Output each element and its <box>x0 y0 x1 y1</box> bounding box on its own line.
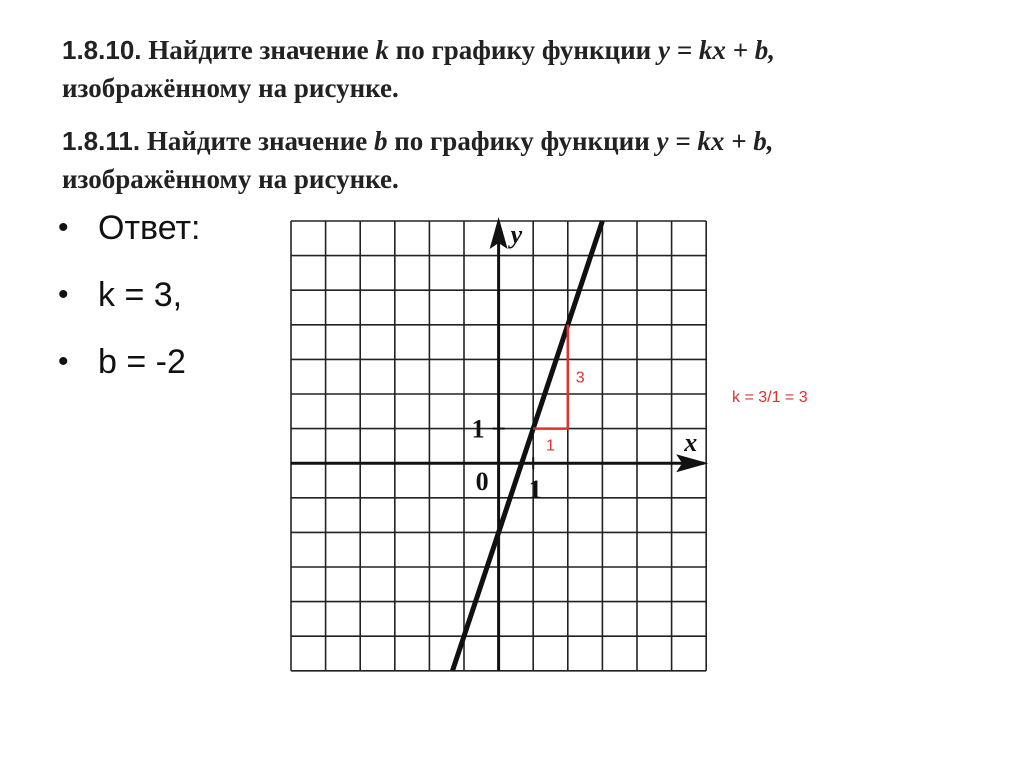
problem-variable: k <box>375 35 389 65</box>
problem-mid-text: по графику функции <box>394 126 650 156</box>
plot-area <box>452 221 602 671</box>
problem-1-8-11-line-2: изображённому на рисунке. <box>62 164 399 194</box>
bullet-icon: • <box>58 277 69 311</box>
bullet-icon: • <box>58 210 69 244</box>
x-tick-label: 1 <box>528 475 542 505</box>
answer-b-value: b = -2 <box>98 342 186 381</box>
problem-1-8-10-line-2: изображённому на рисунке. <box>62 73 399 103</box>
problem-variable: b <box>373 126 388 156</box>
answer-k-value: k = 3, <box>98 275 183 314</box>
coordinate-axes <box>291 217 708 671</box>
k-calculation-note: k = 3/1 = 3 <box>732 389 808 406</box>
y-axis-label: y <box>510 220 523 249</box>
y-tick-label: 1 <box>471 414 485 444</box>
x-axis-label: x <box>684 428 698 458</box>
function-line <box>452 221 602 671</box>
triangle-run-label: 1 <box>546 437 555 455</box>
answer-heading: Ответ: <box>98 208 201 247</box>
origin-label: 0 <box>475 467 489 497</box>
problem-mid-text: по графику функции <box>395 35 652 65</box>
problem-lead-text: Найдите значение <box>148 35 369 65</box>
triangle-rise-label: 3 <box>575 369 585 387</box>
problem-number: 1.8.10. <box>62 35 142 65</box>
problem-formula: y = kx + b, <box>656 126 774 156</box>
problem-lead-text: Найдите значение <box>146 126 368 156</box>
problem-number: 1.8.11. <box>62 126 141 156</box>
problem-formula: y = kx + b, <box>657 35 775 65</box>
bullet-icon: • <box>58 344 69 378</box>
